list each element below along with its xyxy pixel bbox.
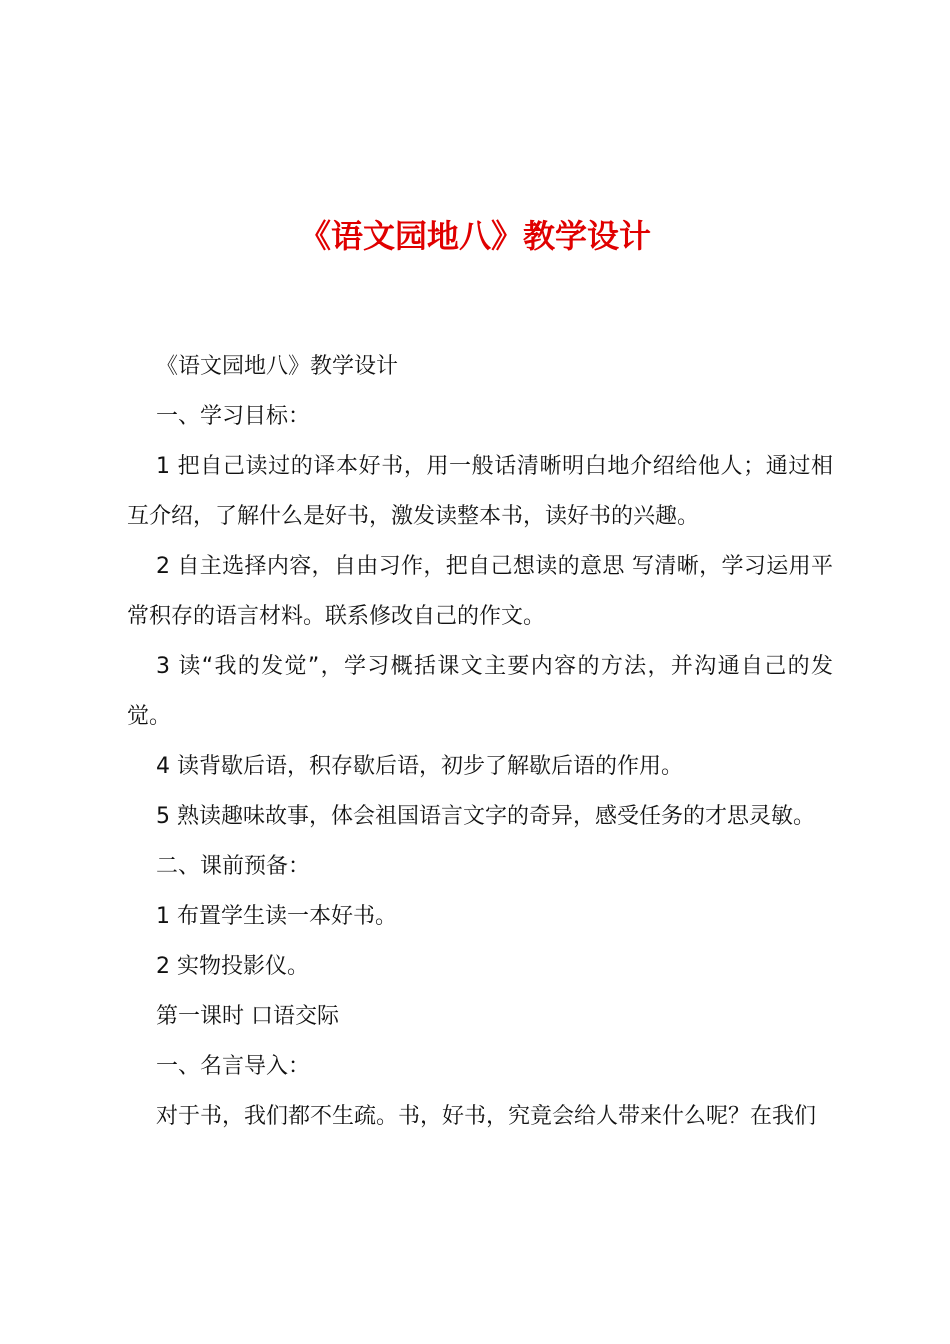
document-title: 《语文园地八》教学设计 [298,217,651,255]
paragraph-section-prep: 二、课前预备： [156,854,311,879]
paragraph-goal-3: 3 读“我的发觉”，学习概括课文主要内容的方法，并沟通自己的发觉。 [127,654,833,729]
document-body [127,342,833,1142]
paragraph-section-goals: 一、学习目标： [156,404,311,429]
paragraph-goal-5: 5 熟读趣味故事，体会祖国语言文字的奇异，感受任务的才思灵敏。 [156,804,815,829]
paragraph-section-intro: 一、名言导入： [156,1054,311,1079]
paragraph-lesson-1: 第一课时 口语交际 [156,1004,339,1029]
paragraph-intro-text: 对于书，我们都不生疏。书，好书，究竟会给人带来什么呢？在我们 [156,1104,817,1129]
paragraph-prep-1: 1 布置学生读一本好书。 [156,904,397,929]
paragraph-goal-4: 4 读背歇后语，积存歇后语，初步了解歇后语的作用。 [156,754,683,779]
paragraph-subtitle: 《语文园地八》教学设计 [156,354,399,379]
paragraph-goal-1: 1 把自己读过的译本好书，用一般话清晰明白地介绍给他人；通过相互介绍，了解什么是好书，激发读整本书，读好书的兴趣。 [127,454,833,529]
paragraph-prep-2: 2 实物投影仪。 [156,954,309,979]
paragraph-goal-2: 2 自主选择内容，自由习作，把自己想读的意思 写清晰，学习运用平常积存的语言材料。联系修改自己的作文。 [127,554,833,629]
